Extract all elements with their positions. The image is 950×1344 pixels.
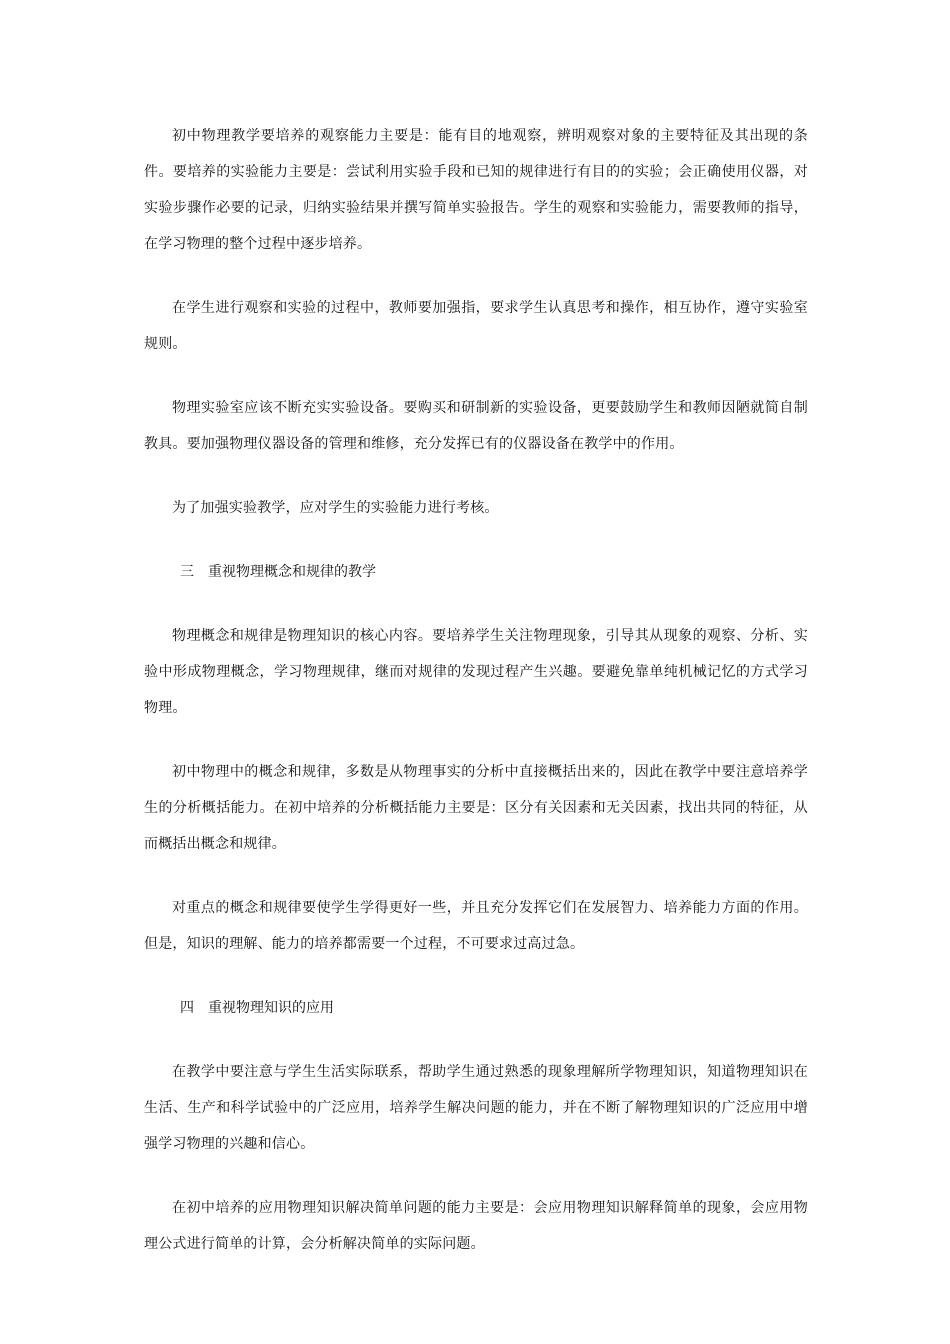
paragraph-analysis-ability: 初中物理中的概念和规律，多数是从物理事实的分析中直接概括出来的，因此在教学中要注意培养学生的分析概括能力。在初中培养的分析概括能力主要是：区分有关因素和无关因素，找出共同的特征，从而概括出概念和规律。 <box>144 764 808 852</box>
paragraph-life-connection: 在教学中要注意与学生生活实际联系，帮助学生通过熟悉的现象理解所学物理知识，知道物理知识在生活、生产和科学试验中的广泛应用，培养学生解决问题的能力，并在不断了解物理知识的广泛应用中增强学习物理的兴趣和信心。 <box>144 1064 808 1152</box>
paragraph-teacher-guidance: 在学生进行观察和实验的过程中，教师要加强指，要求学生认真思考和操作，相互协作，遵守实验室规则。 <box>144 300 808 352</box>
section-heading-concepts: 三 重视物理概念和规律的教学 <box>180 564 376 580</box>
paragraph-key-concepts: 对重点的概念和规律要使学生学得更好一些，并且充分发挥它们在发展智力、培养能力方面的作用。但是，知识的理解、能力的培养都需要一个过程，不可要求过高过急。 <box>144 900 808 952</box>
paragraph-observation-ability: 初中物理教学要培养的观察能力主要是：能有目的地观察，辨明观察对象的主要特征及其出现的条件。要培养的实验能力主要是：尝试利用实验手段和已知的规律进行有目的的实验；会正确使用仪器，对实验步骤作必要的记录，归纳实验结果并撰写简单实验报告。学生的观察和实验能力，需要教师的指导，在学习物理的整个过程中逐步培养。 <box>144 128 808 252</box>
paragraph-application-ability: 在初中培养的应用物理知识解决简单问题的能力主要是：会应用物理知识解释简单的现象，会应用物理公式进行简单的计算，会分析解决简单的实际问题。 <box>144 1200 808 1252</box>
paragraph-concepts-core: 物理概念和规律是物理知识的核心内容。要培养学生关注物理现象，引导其从现象的观察、分析、实验中形成物理概念，学习物理规律，继而对规律的发现过程产生兴趣。要避免靠单纯机械记忆的方式学习物理。 <box>144 628 808 716</box>
paragraph-lab-assessment: 为了加强实验教学，应对学生的实验能力进行考核。 <box>172 500 499 516</box>
paragraph-lab-equipment: 物理实验室应该不断充实实验设备。要购买和研制新的实验设备，更要鼓励学生和教师因陋就简自制教具。要加强物理仪器设备的管理和维修，充分发挥已有的仪器设备在教学中的作用。 <box>144 400 808 452</box>
document-page <box>144 118 808 1262</box>
section-heading-application: 四 重视物理知识的应用 <box>180 1000 334 1016</box>
